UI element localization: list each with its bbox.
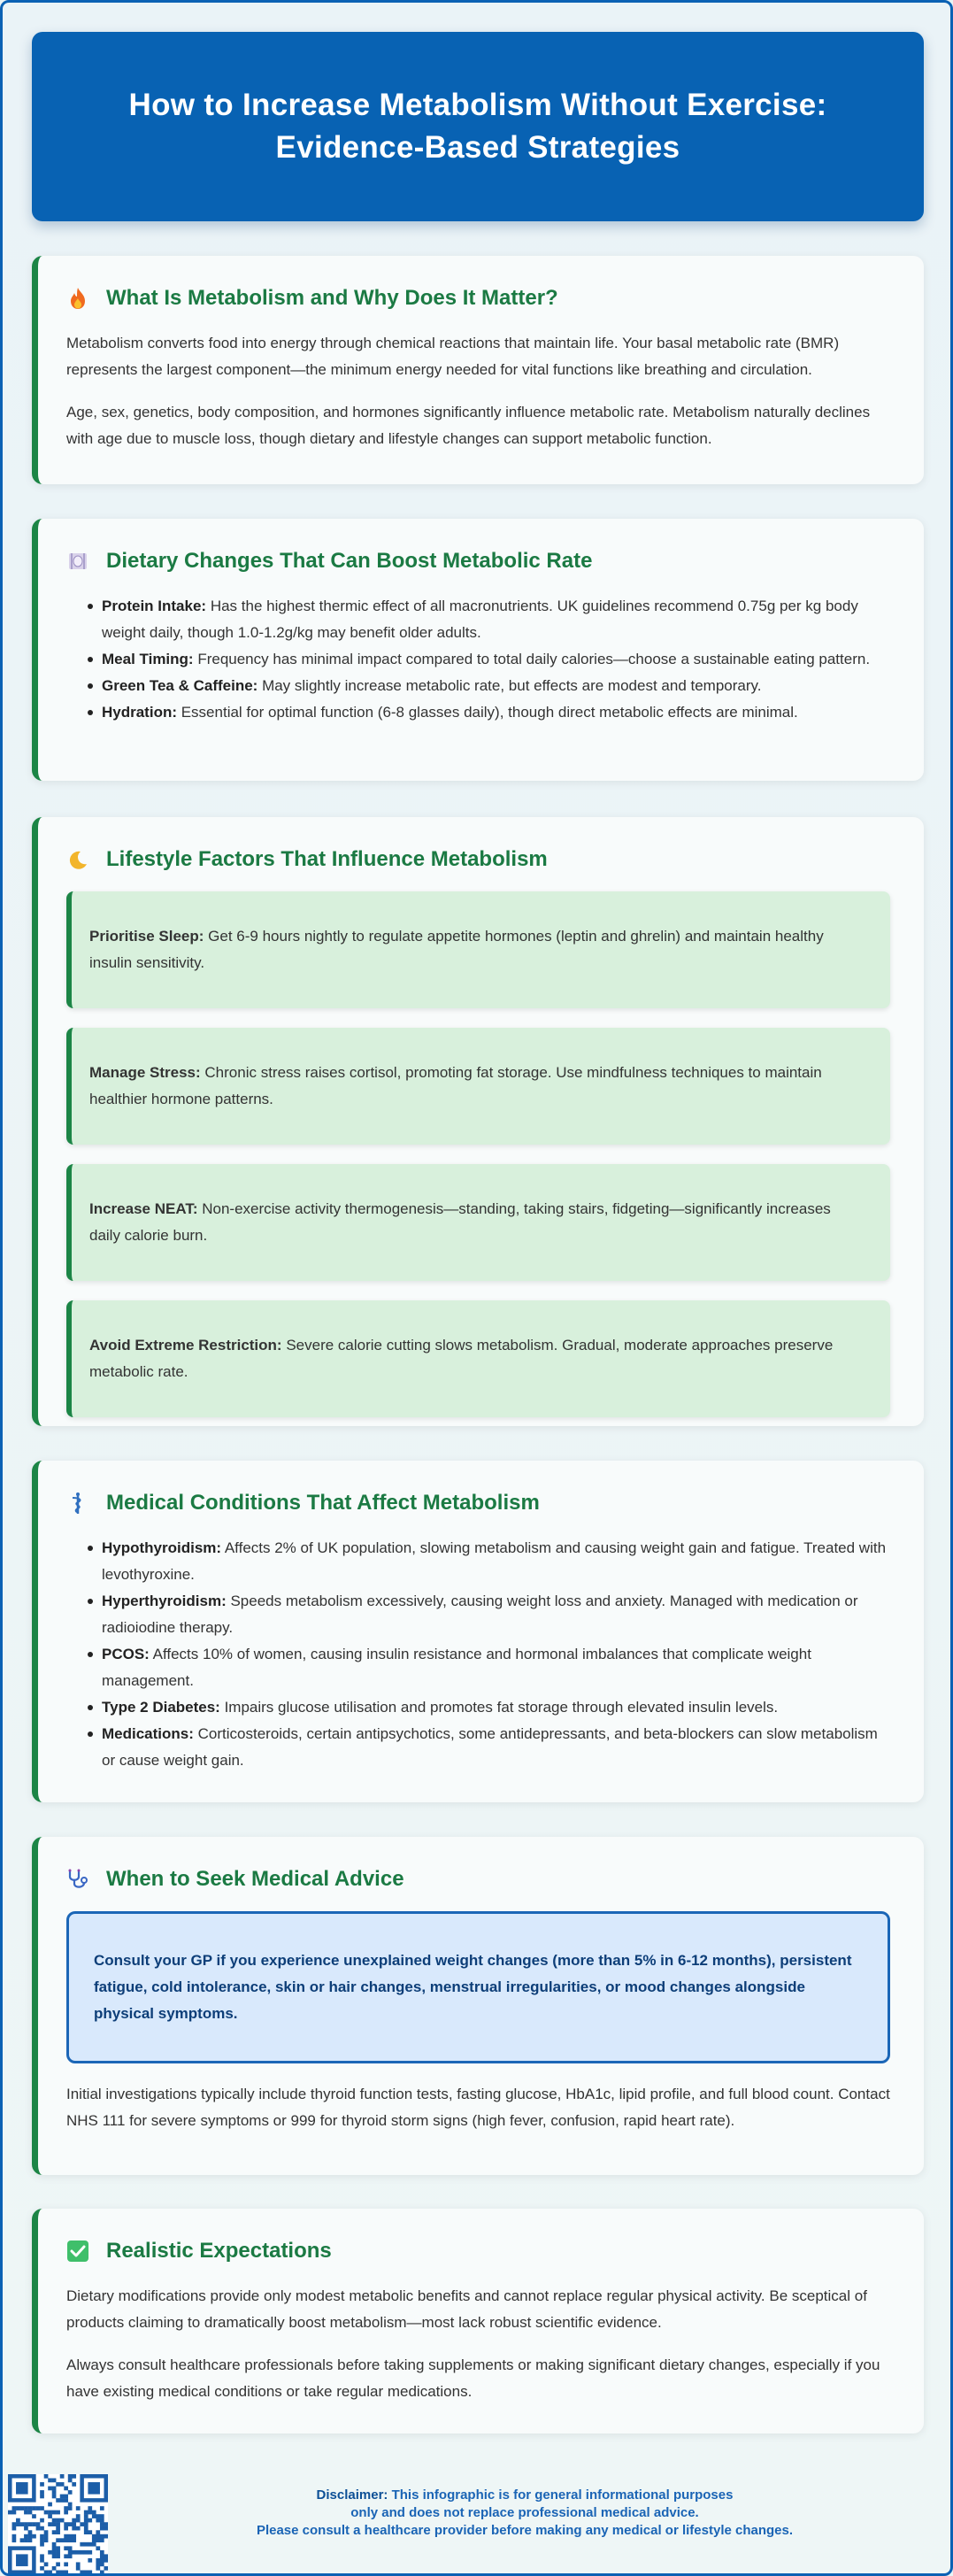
stethoscope-icon xyxy=(66,1868,89,1891)
section-paragraph: Dietary modifications provide only modest metabolic benefits and cannot replace regular physical activity. Be sceptical of products claiming to dramatically boost metabolism—most lack robust scientific evidence. xyxy=(66,2287,867,2331)
gp-alert-text: Consult your GP if you experience unexplained weight changes (more than 5% in 6-12 months), persistent fatigue, cold intolerance, skin or hair changes, menstrual irregularities, or mood changes alongside physical symptoms. xyxy=(94,1952,852,2022)
list-item: Hyperthyroidism: Speeds metabolism excessively, causing weight loss and anxiety. Managed with medication or radioiodine therapy. xyxy=(88,1588,890,1641)
tip-card: Avoid Extreme Restriction: Severe calorie cutting slows metabolism. Gradual, moderate approaches preserve metabolic rate. xyxy=(66,1300,890,1417)
list-item: Type 2 Diabetes: Impairs glucose utilisation and promotes fat storage through elevated insulin levels. xyxy=(88,1694,890,1721)
tip-card: Prioritise Sleep: Get 6-9 hours nightly to regulate appetite hormones (leptin and ghrelin) and maintain healthy insulin sensitivity. xyxy=(66,891,890,1008)
disclaimer-line2: only and does not replace professional medical advice. xyxy=(350,2505,699,2520)
section-paragraph: Metabolism converts food into energy through chemical reactions that maintain life. Your basal metabolic rate (BMR) represents the largest component—the minimum energy needed for vital functions like breathing and circulation. xyxy=(66,335,840,378)
list-item: Green Tea & Caffeine: May slightly increase metabolic rate, but effects are modest and temporary. xyxy=(88,673,890,699)
section-title: Dietary Changes That Can Boost Metabolic Rate xyxy=(106,549,593,573)
section-medical-conditions xyxy=(32,1461,924,1802)
dietary-list xyxy=(66,593,890,726)
section-header xyxy=(66,544,890,579)
fire-icon xyxy=(66,287,89,310)
section-header xyxy=(66,2233,890,2269)
list-item: Hydration: Essential for optimal function (6-8 glasses daily), though direct metabolic effects are minimal. xyxy=(88,699,890,726)
tip-card: Increase NEAT: Non-exercise activity thermogenesis—standing, taking stairs, fidgeting—significantly increases daily calorie burn. xyxy=(66,1164,890,1281)
section-header xyxy=(66,842,890,877)
section-title: When to Seek Medical Advice xyxy=(106,1867,404,1891)
qr-code-icon[interactable] xyxy=(8,2474,108,2574)
caduceus-icon xyxy=(66,1492,89,1515)
list-item: Meal Timing: Frequency has minimal impact compared to total daily calories—choose a sustainable eating pattern. xyxy=(88,646,890,673)
page-title xyxy=(129,84,827,169)
section-paragraph: Initial investigations typically include thyroid function tests, fasting glucose, HbA1c, lipid profile, and full blood count. Contact NHS 111 for severe symptoms or 999 for thyroid storm signs (high fever, confusion, rapid heart rate). xyxy=(66,2086,890,2129)
list-item: Protein Intake: Has the highest thermic effect of all macronutrients. UK guidelines recommend 0.75g per kg body weight daily, though 1.0-1.2g/kg may benefit older adults. xyxy=(88,593,890,646)
disclaimer-label: Disclaimer: xyxy=(316,2487,388,2503)
section-header xyxy=(66,1862,890,1897)
section-title: Lifestyle Factors That Influence Metabolism xyxy=(106,847,548,871)
section-header xyxy=(66,281,890,316)
tip-card: Manage Stress: Chronic stress raises cortisol, promoting fat storage. Use mindfulness techniques to maintain healthier hormone patterns. xyxy=(66,1028,890,1145)
page-title-line1: How to Increase Metabolism Without Exercise: xyxy=(128,88,827,122)
list-item: Medications: Corticosteroids, certain antipsychotics, some antidepressants, and beta-blockers can slow metabolism or cause weight gain. xyxy=(88,1721,890,1774)
section-lifestyle-factors xyxy=(32,817,924,1426)
section-title: What Is Metabolism and Why Does It Matter? xyxy=(106,286,558,310)
section-title: Realistic Expectations xyxy=(106,2239,332,2263)
section-paragraph: Always consult healthcare professionals before taking supplements or making significant dietary changes, especially if you have existing medical conditions or take regular medications. xyxy=(66,2356,880,2400)
section-header xyxy=(66,1485,890,1521)
disclaimer-line1: This infographic is for general informational purposes xyxy=(388,2487,734,2503)
page-title-line2: Evidence-Based Strategies xyxy=(275,130,680,165)
list-item: Hypothyroidism: Affects 2% of UK population, slowing metabolism and causing weight gain and fatigue. Treated with levothyroxine. xyxy=(88,1535,890,1588)
section-seek-medical-advice xyxy=(32,1837,924,2175)
disclaimer xyxy=(135,2487,914,2540)
section-realistic-expectations xyxy=(32,2209,924,2433)
list-item: PCOS: Affects 10% of women, causing insulin resistance and hormonal imbalances that complicate weight management. xyxy=(88,1641,890,1694)
conditions-list xyxy=(66,1535,890,1774)
section-dietary-changes xyxy=(32,519,924,781)
section-title: Medical Conditions That Affect Metabolism xyxy=(106,1491,540,1515)
section-what-is-metabolism xyxy=(32,256,924,484)
moon-icon xyxy=(66,848,89,871)
page-footer xyxy=(3,2460,950,2573)
disclaimer-line3: Please consult a healthcare provider before making any medical or lifestyle changes. xyxy=(256,2523,794,2538)
section-paragraph: Age, sex, genetics, body composition, and hormones significantly influence metabolic rate. Metabolism naturally declines with age due to muscle loss, though dietary and lifestyle changes can support metabolic function. xyxy=(66,404,871,447)
gp-alert-box xyxy=(66,1911,890,2063)
page-header xyxy=(32,32,924,221)
check-icon xyxy=(66,2240,89,2263)
plate-icon xyxy=(66,550,89,573)
